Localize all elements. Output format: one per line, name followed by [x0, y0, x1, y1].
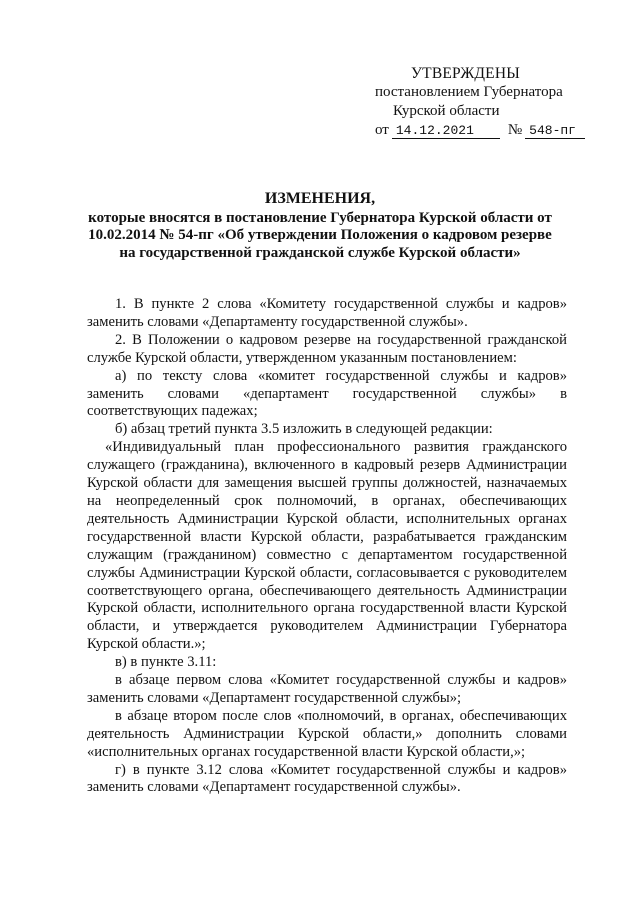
paragraph-1: 1. В пункте 2 слова «Комитету государственной службы и кадров» заменить словами «Департаменту государственной службы».	[87, 296, 567, 330]
number-label: №	[507, 122, 523, 138]
title-line-2: 10.02.2014 № 54-пг «Об утверждении Положения о кадровом резерве	[88, 227, 552, 243]
approval-line-1: постановлением Губернатора	[375, 84, 563, 100]
title-heading: ИЗМЕНЕНИЯ,	[264, 190, 376, 207]
title-line-3: на государственной гражданской службе Курской области»	[119, 244, 521, 261]
approval-date-line	[375, 121, 605, 140]
document-title	[60, 190, 580, 262]
number-field: 548-пг	[525, 123, 585, 139]
date-field: 14.12.2021	[392, 123, 500, 139]
paragraph-5: «Индивидуальный план профессионального развития гражданского служащего (гражданина), включенного в кадровый резерв Администрации Курской области для замещения высшей группы должностей, назначаемых на неопределенный срок полномочий, в органах, обеспечивающих деятельность Администрации Курской области, исполнительных органах государственной власти Курской области, разрабатывается гражданским служащим (гражданином) совместно с департаментом государственной службы Администрации Курской области, согласовывается с руководителем соответствующего органа, обеспечивающего деятельность Администрации Курской области, исполнительного органа государственной власти Курской области, и утверждается руководителем Администрации Губернатора Курской области.»;	[87, 439, 567, 653]
title-line-1: которые вносятся в постановление Губернатора Курской области от	[88, 209, 552, 226]
approval-line-2: Курской области	[393, 103, 500, 119]
document-body	[87, 296, 567, 797]
paragraph-9: г) в пункте 3.12 слова «Комитет государственной службы и кадров» заменить словами «Департамент государственной службы».	[87, 761, 567, 796]
paragraph-2: 2. В Положении о кадровом резерве на государственной гражданской службе Курской области, утвержденном указанным постановлением:	[87, 331, 567, 366]
paragraph-6: в) в пункте 3.11:	[115, 654, 217, 671]
paragraph-3: а) по тексту слова «комитет государственной службы и кадров» заменить словами «департамент государственной службы» в соответствующих падежах;	[87, 367, 567, 420]
date-prefix: от	[375, 122, 389, 138]
paragraph-8: в абзаце втором после слов «полномочий, в органах, обеспечивающих деятельность Администрации Курской области,» дополнить словами «исполнительных органах государственной власти Курской области,»;	[87, 707, 567, 760]
approval-heading: УТВЕРЖДЕНЫ	[411, 65, 520, 82]
approval-stamp	[375, 64, 605, 140]
paragraph-4: б) абзац третий пункта 3.5 изложить в следующей редакции:	[115, 421, 493, 438]
paragraph-7: в абзаце первом слова «Комитет государственной службы и кадров» заменить словами «Департамент государственной службы»;	[87, 672, 567, 706]
